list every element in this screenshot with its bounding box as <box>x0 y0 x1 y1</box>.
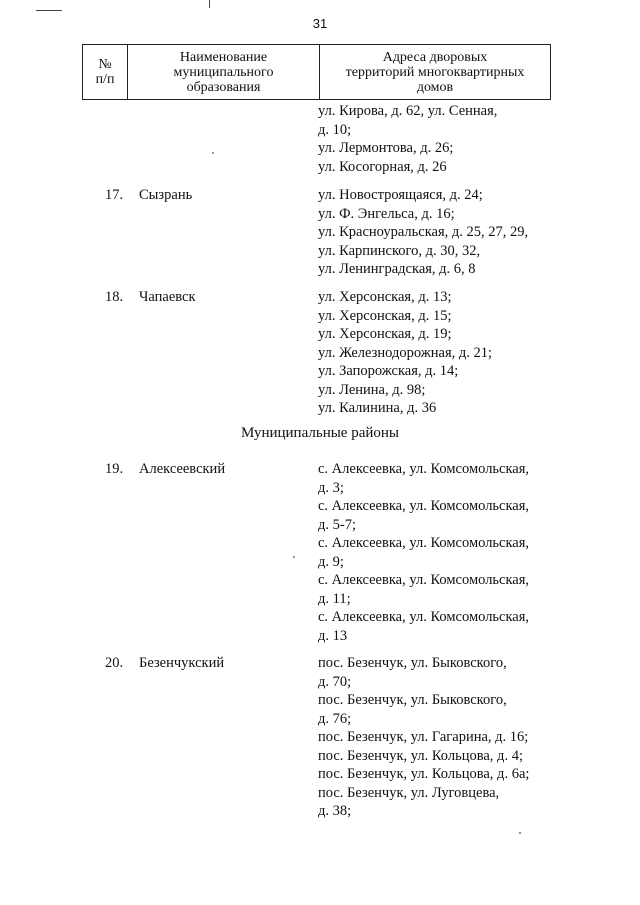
address-line: д. 13 <box>318 627 348 644</box>
address-line: пос. Безенчук, ул. Луговцева, <box>318 784 500 801</box>
address-line: пос. Безенчук, ул. Кольцова, д. 6а; <box>318 766 530 782</box>
address-list-continued <box>318 102 553 176</box>
header-cell-municipality: Наименование муниципального образования <box>128 45 320 99</box>
address-line: ул. Херсонская, д. 19; <box>318 326 452 342</box>
municipality-name: Сызрань <box>139 187 193 203</box>
address-line: ул. Херсонская, д. 15; <box>318 307 452 324</box>
address-line: ул. Ленинградская, д. 6, 8 <box>318 261 476 277</box>
address-line: с. Алексеевка, ул. Комсомольская, <box>318 535 530 551</box>
address-line: д. 11; <box>318 590 351 607</box>
address-line: д. 76; <box>318 710 352 727</box>
municipality-name: Безенчукский <box>139 655 225 671</box>
address-line: с. Алексеевка, ул. Комсомольская, <box>318 461 530 477</box>
header-cell-addresses: Адреса дворовых территорий многоквартирных домов <box>345 49 525 95</box>
address-line: пос. Безенчук, ул. Быковского, <box>318 692 507 708</box>
address-line: ул. Херсонская, д. 13; <box>318 289 452 305</box>
address-line: ул. Лермонтова, д. 26; <box>318 140 454 156</box>
page-number: 31 <box>312 16 328 31</box>
address-line: ул. Железнодорожная, д. 21; <box>318 344 493 361</box>
scan-speck <box>519 832 521 834</box>
header-cell-number: № п/п <box>83 45 128 99</box>
address-line: ул. Красноуральская, д. 25, 27, 29, <box>318 224 529 240</box>
address-line: с. Алексеевка, ул. Комсомольская, <box>318 572 530 588</box>
address-line: пос. Безенчук, ул. Гагарина, д. 16; <box>318 729 529 745</box>
address-line: ул. Ф. Энгельса, д. 16; <box>318 205 455 222</box>
address-list <box>318 186 553 279</box>
scan-speck <box>293 556 295 558</box>
section-title: Муниципальные районы <box>240 425 400 441</box>
row-number: 20. <box>105 655 124 671</box>
scan-mark-top-center <box>209 0 210 8</box>
address-line: ул. Новостроящаяся, д. 24; <box>318 187 483 203</box>
address-line: пос. Безенчук, ул. Быковского, <box>318 655 507 671</box>
address-line: д. 9; <box>318 553 344 570</box>
row-number: 19. <box>105 461 124 477</box>
address-line: д. 38; <box>318 803 352 819</box>
address-list <box>318 288 553 418</box>
row-number: 17. <box>105 187 124 203</box>
address-list <box>318 460 553 645</box>
address-line: ул. Ленина, д. 98; <box>318 381 426 398</box>
address-line: ул. Запорожская, д. 14; <box>318 363 459 379</box>
address-line: ул. Калинина, д. 36 <box>318 400 437 416</box>
address-line: д. 3; <box>318 479 344 496</box>
address-line: д. 5-7; <box>318 516 356 533</box>
scan-speck <box>212 152 214 154</box>
address-line: д. 70; <box>318 673 352 690</box>
address-line: ул. Карпинского, д. 30, 32, <box>318 242 481 259</box>
address-line: пос. Безенчук, ул. Кольцова, д. 4; <box>318 747 523 764</box>
address-line: ул. Косогорная, д. 26 <box>318 158 447 175</box>
scan-mark-top-left <box>36 10 62 11</box>
address-line: д. 10; <box>318 121 352 138</box>
table-header <box>82 44 551 100</box>
address-line: с. Алексеевка, ул. Комсомольская, <box>318 498 530 514</box>
municipality-name: Чапаевск <box>139 289 196 305</box>
address-list <box>318 654 553 821</box>
address-line: с. Алексеевка, ул. Комсомольская, <box>318 609 530 625</box>
municipality-name: Алексеевский <box>139 461 226 477</box>
row-number: 18. <box>105 289 124 305</box>
address-line: ул. Кирова, д. 62, ул. Сенная, <box>318 103 498 119</box>
